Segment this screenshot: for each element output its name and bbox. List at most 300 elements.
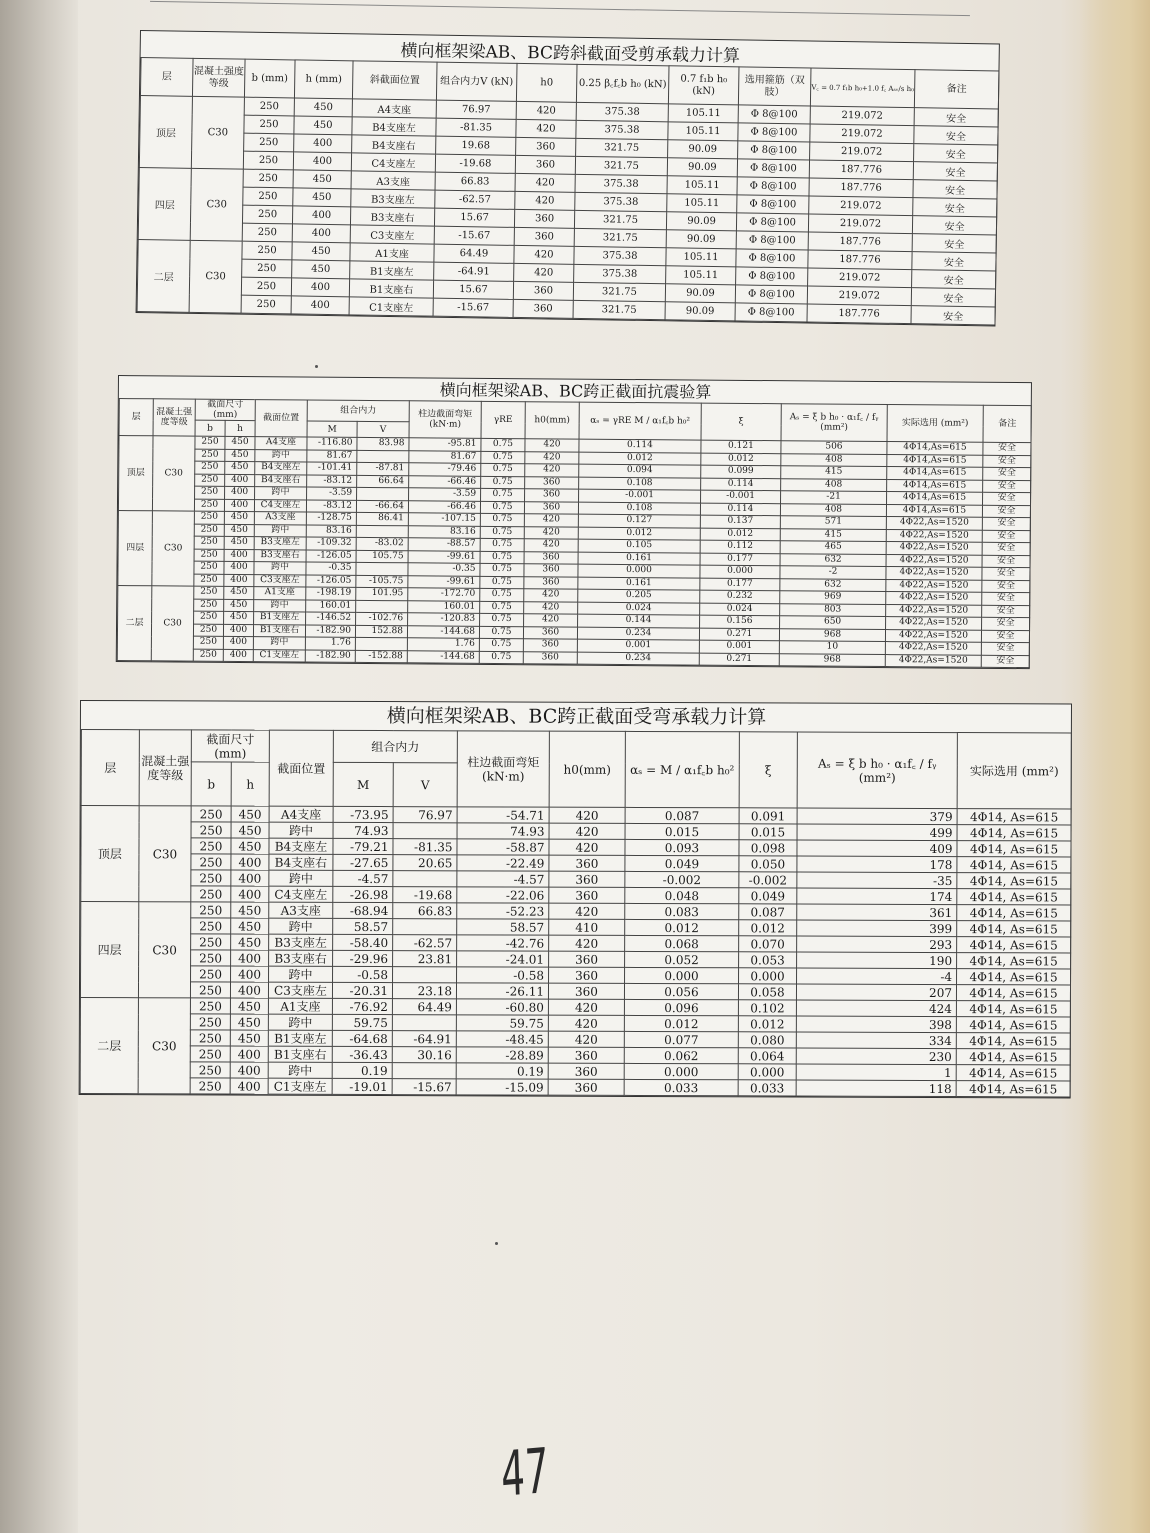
table-cell: 安全 <box>982 542 1030 555</box>
table-cell: -66.46 <box>409 475 481 488</box>
table-cell: -81.35 <box>393 839 457 855</box>
col-header: αₛ = γRE M / α₁f꜀b h₀² <box>579 402 701 440</box>
table-cell: 0.064 <box>738 1048 796 1064</box>
table-cell: C3支座左 <box>268 982 332 998</box>
table-cell: 450 <box>224 586 254 599</box>
table-cell: 400 <box>230 1062 268 1078</box>
table-cell: C4支座左 <box>351 153 435 172</box>
table-cell: 66.64 <box>357 475 409 488</box>
table-cell: 450 <box>293 188 351 207</box>
table-cell: 4Φ14,As=615 <box>887 442 983 455</box>
table-cell: 450 <box>294 116 352 135</box>
table-cell: B1支座左 <box>254 612 306 625</box>
table-cell: 400 <box>231 950 269 966</box>
table-cell: 4Φ22,As=1520 <box>886 617 982 630</box>
table-cell: -26.98 <box>333 886 393 902</box>
table-cell: 450 <box>231 902 269 918</box>
table-cell: 4Φ14,As=615 <box>886 504 982 517</box>
table-cell: -52.23 <box>457 903 549 919</box>
table-cell: 506 <box>781 441 887 454</box>
table-cell: 安全 <box>982 605 1030 618</box>
table-cell: 101.95 <box>356 587 408 600</box>
table-cell: 420 <box>516 101 576 120</box>
table-cell: 379 <box>797 808 957 825</box>
table-cell: B4支座左 <box>352 117 436 136</box>
table-cell: 4Φ14, As=615 <box>957 937 1071 953</box>
table-cell: 安全 <box>982 505 1030 518</box>
table-cell: -22.06 <box>457 887 549 903</box>
table-cell: 4Φ22,As=1520 <box>886 542 982 555</box>
table-cell: 250 <box>194 536 224 549</box>
table-cell: 0.75 <box>480 538 524 551</box>
table-cell: 安全 <box>982 567 1030 580</box>
table-cell: 360 <box>513 281 573 300</box>
table-cell: 1 <box>796 1064 956 1081</box>
table-cell: 4Φ14, As=615 <box>956 1001 1070 1017</box>
table-cell: 450 <box>224 599 254 612</box>
table-cell: 0.114 <box>700 503 780 516</box>
table-cell: 4Φ14, As=615 <box>957 809 1071 825</box>
table-cell: 0.75 <box>481 476 525 489</box>
table-cell: 400 <box>223 649 253 662</box>
table-cell: 968 <box>779 628 885 641</box>
table-cell: 86.41 <box>356 512 408 525</box>
table-cell: -29.96 <box>333 950 393 966</box>
table-cell: Φ 8@100 <box>737 177 809 196</box>
table-cell: -22.49 <box>457 855 549 871</box>
table-cell: -48.45 <box>456 1031 548 1047</box>
table-cell: 0.75 <box>480 563 524 576</box>
table-cell: 0.234 <box>577 652 699 665</box>
col-header: 实际选用 (mm²) <box>957 733 1071 809</box>
table-cell: 360 <box>524 501 578 514</box>
table-cell: 450 <box>230 998 268 1014</box>
table-cell: 81.67 <box>307 449 357 462</box>
table-cell: -60.80 <box>456 999 548 1015</box>
table-cell: C1支座左 <box>268 1078 332 1094</box>
table-cell: 420 <box>524 601 578 614</box>
speck <box>495 1242 498 1245</box>
table-cell: 360 <box>525 476 579 489</box>
table-cell: 187.776 <box>809 178 913 198</box>
table-cell: 250 <box>195 449 225 462</box>
table-cell: -66.46 <box>408 500 480 513</box>
table-cell: 4Φ22,As=1520 <box>886 592 982 605</box>
col-header: ξ <box>739 732 797 808</box>
table-cell: 420 <box>516 119 576 138</box>
table-cell: 0.108 <box>579 477 701 490</box>
table-cell: 360 <box>515 155 575 174</box>
floor-cell: 二层 <box>80 998 138 1094</box>
col-header: V <box>393 763 457 807</box>
table-cell: 跨中 <box>269 870 333 886</box>
table-cell: 450 <box>292 260 350 279</box>
table-cell: 跨中 <box>269 822 333 838</box>
table-cell: 420 <box>515 173 575 192</box>
table-cell: 0.75 <box>481 488 525 501</box>
table-cell: 0.052 <box>625 951 739 967</box>
table-cell: -0.58 <box>333 966 393 982</box>
table-cell: 90.09 <box>665 284 735 303</box>
table-cell: 321.75 <box>573 282 665 301</box>
col-header: h0(mm) <box>549 731 625 807</box>
table-cell: 250 <box>194 586 224 599</box>
table-cell: 250 <box>194 611 224 624</box>
table-cell: -87.81 <box>357 462 409 475</box>
table-cell: 250 <box>241 295 291 314</box>
table-cell: -0.002 <box>739 872 797 888</box>
col-header: 混凝土强度等级 <box>192 58 245 97</box>
table-title: 横向框架梁AB、BC跨正截面抗震验算 <box>119 376 1031 406</box>
table-cell: -26.11 <box>456 983 548 999</box>
col-header: h <box>231 762 269 806</box>
table-cell: 250 <box>193 636 223 649</box>
table-cell: 0.156 <box>700 615 780 628</box>
table-cell: -83.12 <box>306 499 356 512</box>
table-cell: -35 <box>797 872 957 889</box>
table-cell: 250 <box>190 1046 230 1062</box>
table-cell: 250 <box>191 806 231 822</box>
table-cell: 420 <box>524 614 578 627</box>
table-cell: -4 <box>797 968 957 985</box>
table-cell: 360 <box>548 1047 624 1063</box>
table-cell: 跨中 <box>254 599 306 612</box>
table-cell: 0.012 <box>579 452 701 465</box>
table-cell: 4Φ14, As=615 <box>956 985 1070 1001</box>
table-cell: 4Φ14, As=615 <box>957 873 1071 889</box>
table-cell: 420 <box>515 191 575 210</box>
table-cell: 安全 <box>911 288 995 307</box>
table-cell: 0.012 <box>738 1016 796 1032</box>
table-cell: 250 <box>190 1030 230 1046</box>
table-cell: 360 <box>549 887 625 903</box>
table-cell: 360 <box>523 639 577 652</box>
table-cell: -144.68 <box>407 625 479 638</box>
table-cell: -27.65 <box>333 854 393 870</box>
col-header: b <box>191 762 231 806</box>
table-cell: 250 <box>191 918 231 934</box>
table-cell: 76.97 <box>436 100 516 119</box>
table-cell: 安全 <box>912 252 996 271</box>
table-cell: 375.38 <box>574 264 666 283</box>
table-cell: 450 <box>292 242 350 261</box>
table-cell: 400 <box>293 152 351 171</box>
table-cell: 0.000 <box>578 564 700 577</box>
col-header: 层 <box>140 58 193 97</box>
table-cell: 0.127 <box>578 514 700 527</box>
table-cell: -152.88 <box>355 650 407 663</box>
col-header: 截面尺寸(mm) <box>195 399 255 420</box>
table-cell: -99.61 <box>408 550 480 563</box>
table-cell: -15.09 <box>456 1079 548 1095</box>
table-cell: Φ 8@100 <box>736 213 808 232</box>
table-cell: 74.93 <box>457 823 549 839</box>
table-cell: 250 <box>244 115 294 134</box>
col-header: 实际选用 (mm²) <box>887 405 983 443</box>
table-cell: 321.75 <box>576 138 668 157</box>
table-cell: 4Φ14, As=615 <box>957 889 1071 905</box>
col-header: V꜀ = 0.7 f₁b h₀+1.0 f꜀ Aₛᵥ/s h₀ <box>810 68 915 108</box>
table-cell: 400 <box>224 561 254 574</box>
table-cell: 219.072 <box>809 196 913 216</box>
table-cell: 250 <box>242 223 292 242</box>
table-cell: 83.16 <box>306 524 356 537</box>
table-cell: -146.52 <box>306 612 356 625</box>
table-cell: 0.75 <box>480 501 524 514</box>
table-cell: B3支座右 <box>254 549 306 562</box>
table-cell: 4Φ22,As=1520 <box>886 517 982 530</box>
table-cell: 跨中 <box>268 1062 332 1078</box>
table-cell: 安全 <box>914 126 998 145</box>
col-header: γRE <box>481 401 525 438</box>
table-cell: -58.87 <box>457 839 549 855</box>
table-cell: 0.271 <box>699 628 779 641</box>
table-cell: 安全 <box>914 108 998 127</box>
table-cell: 4Φ14, As=615 <box>956 1049 1070 1065</box>
table-cell: 360 <box>514 209 574 228</box>
table-cell: 19.68 <box>436 136 516 155</box>
table-cell: 250 <box>191 854 231 870</box>
table-cell: 安全 <box>981 655 1029 668</box>
table-cell: 187.776 <box>808 250 912 270</box>
table-cell: -19.68 <box>435 154 515 173</box>
table-cell: 450 <box>230 1030 268 1046</box>
table-cell: 250 <box>194 574 224 587</box>
table-cell: 0.098 <box>739 840 797 856</box>
table-cell: 0.058 <box>738 984 796 1000</box>
table-cell: 400 <box>294 134 352 153</box>
table-cell: B3支座右 <box>350 207 434 226</box>
table-cell: 250 <box>190 1062 230 1078</box>
table-cell: 375.38 <box>575 192 667 211</box>
table-cell <box>393 823 457 839</box>
table-cell: 0.177 <box>700 553 780 566</box>
table-cell: -4.57 <box>457 871 549 887</box>
table-cell: -126.05 <box>306 574 356 587</box>
table-cell: -95.81 <box>409 438 481 451</box>
table-cell: 0.75 <box>481 451 525 464</box>
table-cell: 400 <box>223 636 253 649</box>
table-cell: 安全 <box>982 555 1030 568</box>
table-cell: 0.024 <box>700 603 780 616</box>
table-cell: -64.91 <box>392 1031 456 1047</box>
table-cell: A1支座 <box>268 998 332 1014</box>
table-cell: 360 <box>516 137 576 156</box>
table-cell: 安全 <box>913 162 997 181</box>
table-cell: C4支座左 <box>269 886 333 902</box>
table-cell: 0.070 <box>739 936 797 952</box>
table-cell: -15.67 <box>434 226 514 245</box>
table-cell: 安全 <box>983 467 1031 480</box>
table-cell: -3.59 <box>307 487 357 500</box>
table-cell: 450 <box>225 436 255 449</box>
seismic-check-table <box>116 375 1032 669</box>
grade-cell: C30 <box>138 902 190 998</box>
table-cell: 250 <box>243 169 293 188</box>
col-header: Aₛ = ξ b h₀ · α₁f꜀ / fᵧ (mm²) <box>781 404 887 442</box>
table-cell: 0.161 <box>578 577 700 590</box>
table-cell: 15.67 <box>433 280 513 299</box>
table-cell: 250 <box>191 886 231 902</box>
table-cell: 360 <box>549 871 625 887</box>
table-cell: 360 <box>548 1079 624 1095</box>
table-cell: 4Φ14, As=615 <box>957 953 1071 969</box>
table-cell: 250 <box>195 486 225 499</box>
table-cell: 0.050 <box>739 856 797 872</box>
table-cell: -15.67 <box>433 298 513 317</box>
table-cell: 4Φ22,As=1520 <box>885 654 981 667</box>
top-rule <box>150 1 970 16</box>
table-cell: 0.75 <box>479 626 523 639</box>
table-cell: Φ 8@100 <box>738 105 810 124</box>
col-header: h0(mm) <box>525 402 579 439</box>
table-cell: 4Φ22,As=1520 <box>886 554 982 567</box>
table-cell: 250 <box>194 499 224 512</box>
table-cell: 187.776 <box>808 232 912 252</box>
table-cell: 420 <box>548 1015 624 1031</box>
table-cell: 64.49 <box>434 244 514 263</box>
table-cell: 90.09 <box>665 302 735 321</box>
table-cell: -126.05 <box>306 549 356 562</box>
table-cell: 4Φ14, As=615 <box>956 1065 1070 1081</box>
table-cell: 跨中 <box>254 524 306 537</box>
table-cell: 安全 <box>914 144 998 163</box>
table-cell: 0.077 <box>624 1031 738 1047</box>
col-header: h <box>225 420 255 436</box>
table-cell: 187.776 <box>809 160 913 180</box>
table-cell: 187.776 <box>807 304 911 324</box>
table-cell: B1支座左 <box>350 261 434 280</box>
table-cell: 4Φ22,As=1520 <box>886 529 982 542</box>
table-cell: 375.38 <box>576 120 668 139</box>
table-cell: 360 <box>548 983 624 999</box>
table-cell: 0.001 <box>699 640 779 653</box>
table-cell: 400 <box>291 278 349 297</box>
table-cell: 250 <box>190 1078 230 1094</box>
table-cell: -107.15 <box>408 513 480 526</box>
col-header: 柱边截面弯矩 (kN·m) <box>409 401 481 439</box>
table-cell: 420 <box>524 539 578 552</box>
grade-cell: C30 <box>190 168 243 241</box>
table-cell: Φ 8@100 <box>737 195 809 214</box>
table-cell: 450 <box>231 918 269 934</box>
table-cell: 219.072 <box>810 142 914 162</box>
table-cell: 0.024 <box>578 602 700 615</box>
table-cell: 安全 <box>983 492 1031 505</box>
col-header: M <box>307 421 357 437</box>
table-cell: -144.68 <box>407 650 479 663</box>
table-cell: 420 <box>525 439 579 452</box>
table-cell: 420 <box>549 935 625 951</box>
table-cell: 499 <box>797 824 957 841</box>
table-cell: 105.11 <box>668 104 738 123</box>
table-cell: 400 <box>225 486 255 499</box>
table-cell: 0.012 <box>739 920 797 936</box>
table-cell: 15.67 <box>434 208 514 227</box>
table-cell: 160.01 <box>306 599 356 612</box>
table-cell: 0.080 <box>738 1032 796 1048</box>
table-cell: 4Φ22,As=1520 <box>886 604 982 617</box>
table-cell: C1支座左 <box>349 297 433 316</box>
table-cell: 0.012 <box>701 453 781 466</box>
table-cell: 83.98 <box>357 437 409 450</box>
table-cell: -99.61 <box>408 575 480 588</box>
table-cell: C3支座左 <box>350 225 434 244</box>
table-cell: 420 <box>524 526 578 539</box>
table-cell: 250 <box>194 549 224 562</box>
table-cell: 0.001 <box>577 639 699 652</box>
table-cell: 219.072 <box>810 124 914 144</box>
table-cell: 375.38 <box>576 102 668 121</box>
col-header: 柱边截面弯矩 (kN·m) <box>457 731 549 807</box>
table-cell: 400 <box>231 870 269 886</box>
table-cell: 安全 <box>982 530 1030 543</box>
table-cell: 250 <box>242 205 292 224</box>
table-cell: 321.75 <box>574 210 666 229</box>
table-cell: -3.59 <box>409 488 481 501</box>
col-header: 斜截面位置 <box>352 61 437 100</box>
table-cell: 250 <box>241 277 291 296</box>
table-cell: 450 <box>224 511 254 524</box>
table-cell: 408 <box>781 453 887 466</box>
table-cell: 465 <box>780 541 886 554</box>
table-cell: -54.71 <box>457 807 549 823</box>
floor-cell: 顶层 <box>118 436 153 511</box>
table-cell <box>357 450 409 463</box>
table-cell: 450 <box>231 838 269 854</box>
table-cell: -88.57 <box>408 538 480 551</box>
table-cell: 250 <box>242 241 292 260</box>
speck <box>315 365 318 368</box>
table-cell: 安全 <box>912 216 996 235</box>
table-cell: 4Φ14,As=615 <box>887 492 983 505</box>
table-cell: B4支座右 <box>255 474 307 487</box>
table-cell: B3支座右 <box>269 950 333 966</box>
table-cell: 0.012 <box>700 528 780 541</box>
table-cell: 0.205 <box>578 589 700 602</box>
table-cell: 334 <box>796 1032 956 1049</box>
table-cell: 420 <box>524 589 578 602</box>
table-cell: 650 <box>780 616 886 629</box>
table-cell: 105.11 <box>667 194 737 213</box>
table-cell <box>356 525 408 538</box>
table-cell: B1支座右 <box>268 1046 332 1062</box>
table-cell: 90.09 <box>666 212 736 231</box>
table-cell: 83.16 <box>408 525 480 538</box>
table-cell: 0.137 <box>700 515 780 528</box>
col-header: Aₛ = ξ b h₀ · α₁f꜀ / fᵧ (mm²) <box>797 732 957 809</box>
table-cell: 0.087 <box>739 904 797 920</box>
col-header: b (mm) <box>244 59 295 98</box>
table-cell: 0.102 <box>738 1000 796 1016</box>
table-cell: -4.57 <box>333 870 393 886</box>
table-cell: 632 <box>780 578 886 591</box>
table-cell: -120.83 <box>408 613 480 626</box>
header-row <box>81 730 1071 765</box>
table-cell: 20.65 <box>393 855 457 871</box>
table-cell: 219.072 <box>808 214 912 234</box>
table-cell: A4支座 <box>352 99 436 118</box>
table-cell: A1支座 <box>254 587 306 600</box>
col-header: 备注 <box>914 70 999 109</box>
table-cell: 250 <box>191 934 231 950</box>
shear-capacity-table <box>136 30 1000 326</box>
table-cell: 0.144 <box>578 614 700 627</box>
table-cell: 219.072 <box>808 268 912 288</box>
table-cell: 4Φ14, As=615 <box>956 1081 1070 1097</box>
table-cell: Φ 8@100 <box>735 285 807 304</box>
table-cell: 4Φ14, As=615 <box>957 921 1071 937</box>
